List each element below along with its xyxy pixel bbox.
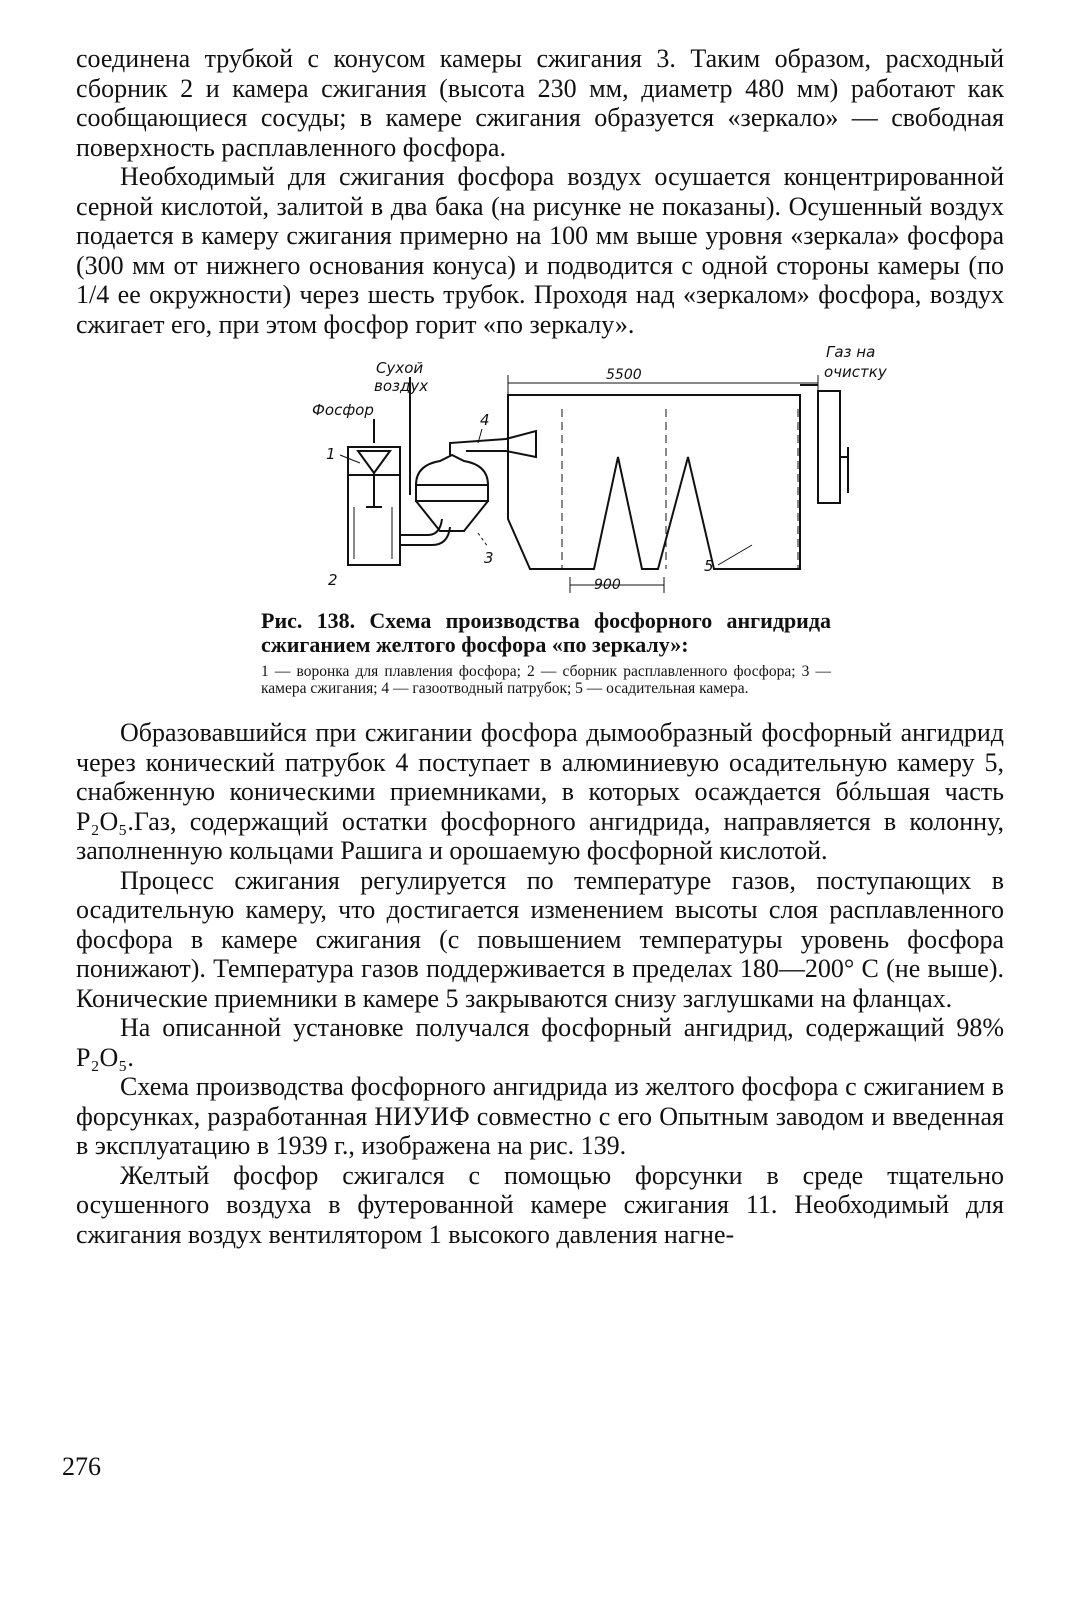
label-dry-air-1: Сухой <box>376 359 424 377</box>
caption-title: Рис. 138. Схема производства фосфорного ангидрида сжиганием желтого фосфора «по зеркалу»: <box>261 608 831 657</box>
label-3: 3 <box>484 549 494 567</box>
settling-chamber-5 <box>508 395 800 569</box>
label-phosphorus: Фосфор <box>312 401 374 419</box>
paragraph-5: На описанной установке получался фосфорный ангидрид, содержащий 98% P₂O₅. <box>76 1013 1004 1072</box>
funnel-1 <box>358 451 390 473</box>
paragraph-7: Желтый фосфор сжигался с помощью форсунки в среде тщательно осушенного воздуха в футерованной камере сжигания 11. Необходимый для сжигания воздух вентилятором 1 высокого давления нагне- <box>76 1160 1004 1249</box>
paragraph-2: Необходимый для сжигания фосфора воздух осушается концентрированной серной кислотой, залитой в два бака (на рисунке не показаны). Осушенный воздух подается в камеру сжигания примерно на 100 мм выше уровня «зеркала» фосфора (300 мм от нижнего основания конуса) и подводится с одной стороны камеры (по 1/4 ее окружности) через шесть трубок. Проходя над «зеркалом» фосфора, воздух сжигает его, при этом фосфор горит «по зеркалу». <box>76 162 1004 339</box>
caption-legend: 1 — воронка для плавления фосфора; 2 — сборник расплавленного фосфора; 3 — камера сжигания; 4 — газоотводный патрубок; 5 — осадительная камера. <box>261 663 831 697</box>
combustion-chamber-3 <box>416 455 488 485</box>
paragraph-4: Процесс сжигания регулируется по температуре газов, поступающих в осадительную камеру, что достигается изменением высоты слоя расплавленного фосфора в камере сжигания (с повышением температуры уровень фосфора понижают). Температура газов поддерживается в пределах 180—200° С (не выше). Конические приемники в камере 5 закрываются снизу заглушками на фланцах. <box>76 865 1004 1013</box>
dimension-5500: 5500 <box>606 367 642 383</box>
label-gas-2: очистку <box>824 363 887 381</box>
paragraph-6: Схема производства фосфорного ангидрида из желтого фосфора с сжиганием в форсунках, разработанная НИУИФ совместно с его Опытным заводом и введенная в эксплуатацию в 1939 г., изображена на рис. 139. <box>76 1072 1004 1160</box>
page-number: 276 <box>62 1452 101 1481</box>
label-gas-1: Газ на <box>826 343 876 361</box>
dimension-900: 900 <box>594 577 621 593</box>
figure-caption <box>261 609 831 697</box>
paragraph-3: Образовавшийся при сжигании фосфора дымообразный фосфорный ангидрид через конический патрубок 4 поступает в алюминиевую осадительную камеру 5, снабженную коническими приемниками, в которых осаждается бóльшая часть P₂O₅.Газ, содержащий остатки фосфорного ангидрида, направляется в колонну, заполненную кольцами Рашига и орошаемую фосфорной кислотой. <box>76 718 1004 865</box>
label-4: 4 <box>480 411 490 429</box>
paragraph-1: соединена трубкой с конусом камеры сжигания 3. Таким образом, расходный сборник 2 и камера сжигания (высота 230 мм, диаметр 480 мм) работают как сообщающиеся сосуды; в камере сжигания образуется «зеркало» — свободная поверхность расплавленного фосфора. <box>76 44 1004 162</box>
page-content <box>76 44 1004 1249</box>
label-1: 1 <box>326 445 336 463</box>
label-2: 2 <box>328 571 338 589</box>
label-5: 5 <box>704 557 714 575</box>
figure-138 <box>76 343 1004 717</box>
process-diagram <box>226 343 887 607</box>
label-dry-air-2: воздух <box>374 377 429 395</box>
